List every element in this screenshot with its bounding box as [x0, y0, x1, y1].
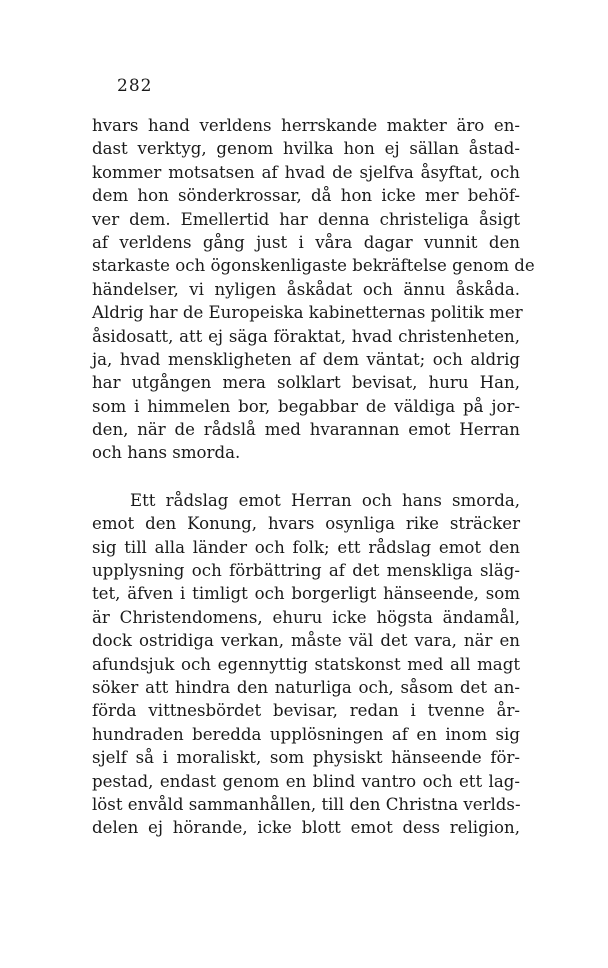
text-line: tet, äfven i timligt och borgerligt hänseende, som	[92, 584, 520, 604]
text-line: som i himmelen bor, begabbar de väldiga på jor-	[92, 396, 520, 416]
text-line: förda vittnesbördet bevisar, redan i tvenne år-	[92, 701, 520, 721]
paragraph-2	[92, 489, 520, 840]
text-line: den, när de rådslå med hvarannan emot Herran	[92, 420, 520, 440]
text-line: och hans smorda.	[92, 443, 241, 463]
text-line: sig till alla länder och folk; ett rådslag emot den	[92, 537, 520, 557]
text-line: ja, hvad menskligheten af dem väntat; och aldrig	[92, 349, 520, 369]
text-line: dem hon sönderkrossar, då hon icke mer behöf-	[92, 186, 520, 206]
text-line: Ett rådslag emot Herran och hans smorda,	[130, 490, 520, 510]
text-line: har utgången mera solklart bevisat, huru Han,	[92, 373, 520, 393]
page-number: 282	[117, 76, 153, 96]
text-line: starkaste och ögonskenligaste bekräftelse genom de	[92, 256, 535, 276]
text-line: hvars hand verldens herrskande makter äro en-	[92, 116, 520, 135]
text-line: afundsjuk och egennyttig statskonst med all magt	[92, 654, 520, 674]
text-line: pestad, endast genom en blind vantro och ett lag-	[92, 771, 520, 791]
text-line: delen ej hörande, icke blott emot dess religion,	[92, 818, 520, 838]
text-line: Aldrig har de Europeiska kabinetternas politik mer	[92, 303, 523, 323]
text-line: händelser, vi nyligen åskådat och ännu åskåda.	[92, 279, 520, 299]
text-line: emot den Konung, hvars osynliga rike sträcker	[92, 514, 520, 534]
text-line: upplysning och förbättring af det menskliga släg-	[92, 561, 520, 581]
text-line: sjelf så i moraliskt, som physiskt hänseende för-	[92, 748, 520, 768]
text-line: dock ostridiga verkan, måste väl det vara, när en	[92, 631, 520, 651]
text-line: löst envåld sammanhållen, till den Christna verlds-	[92, 794, 521, 814]
paragraph-1	[92, 114, 535, 465]
text-line: söker att hindra den naturliga och, såsom det an-	[92, 677, 520, 697]
text-line: hundraden beredda upplösningen af en inom sig	[92, 724, 520, 744]
text-line: ver dem. Emellertid har denna christeliga åsigt	[92, 209, 520, 229]
text-line: af verldens gång just i våra dagar vunnit den	[92, 232, 520, 252]
text-line: åsidosatt, att ej säga föraktat, hvad christenheten,	[92, 326, 520, 346]
text-line: dast verktyg, genom hvilka hon ej sällan åstad-	[92, 139, 520, 159]
text-line: kommer motsatsen af hvad de sjelfva åsyftat, och	[92, 162, 520, 182]
body-text	[92, 114, 535, 840]
text-line: är Christendomens, ehuru icke högsta ändamål,	[92, 607, 520, 627]
